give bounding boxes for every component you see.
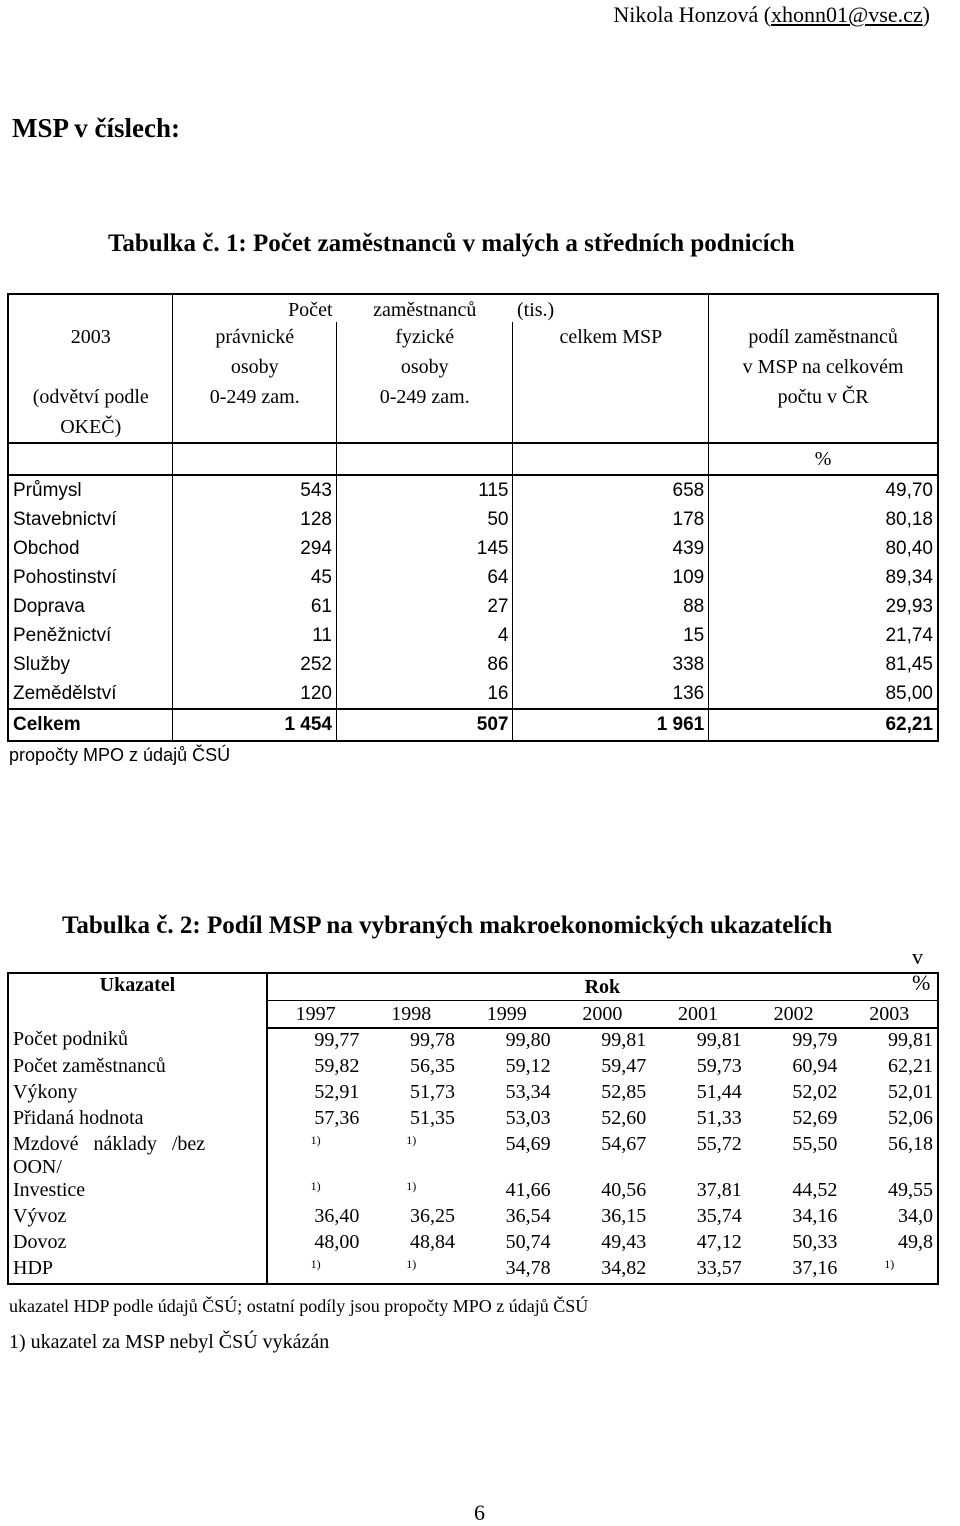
t1-cell: 29,93 xyxy=(709,592,938,621)
t1-cell: 81,45 xyxy=(709,650,938,679)
t1-row xyxy=(8,621,938,650)
t2-footnote-mark xyxy=(363,1257,459,1284)
t2-cell: 55,50 xyxy=(792,1133,838,1155)
t2-cell: 52,01 xyxy=(841,1081,938,1107)
author-email-link[interactable]: xhonn01@vse.cz xyxy=(771,2,923,27)
t1-cell: 109 xyxy=(513,563,709,592)
t1-cell: 27 xyxy=(337,592,513,621)
t1-cell: 80,18 xyxy=(709,505,938,534)
t2-row-label-text: Dovoz xyxy=(13,1231,67,1253)
t2-cell: 35,74 xyxy=(696,1205,742,1227)
t2-cell: 41,66 xyxy=(505,1179,551,1201)
t2-cell: 99,80 xyxy=(505,1029,551,1051)
t1-col2-line1: právnické xyxy=(215,326,295,348)
t1-cell: 128 xyxy=(173,505,337,534)
t1-col-podil xyxy=(709,322,938,443)
t1-cell: 120 xyxy=(173,679,337,709)
t1-cell: 80,40 xyxy=(709,534,938,563)
t2-cell: 52,06 xyxy=(841,1107,938,1133)
t1-col4-line1: celkem MSP xyxy=(559,326,663,348)
t2-row-label-text-2: OON/ xyxy=(13,1156,62,1178)
t1-col5-line2: v MSP na celkovém xyxy=(742,356,904,378)
t1-unit-percent: % xyxy=(709,443,938,475)
t2-row-label-text: Počet zaměstnanců xyxy=(13,1055,166,1077)
t1-row xyxy=(8,592,938,621)
t2-cell: 59,47 xyxy=(601,1055,647,1077)
t1-row xyxy=(8,505,938,534)
t1-cell: 658 xyxy=(513,475,709,505)
page-number: 6 xyxy=(474,1500,485,1525)
t1-corner xyxy=(8,294,173,322)
t2-cell: 51,44 xyxy=(696,1081,742,1103)
t2-year-header: 1997 xyxy=(267,1001,364,1029)
t2-cell: 48,84 xyxy=(410,1231,455,1253)
t1-col3-line2: osoby xyxy=(400,356,449,378)
table2-unit: v % xyxy=(912,944,937,995)
t1-unit-blank1 xyxy=(8,443,173,475)
t1-cell: 61 xyxy=(173,592,337,621)
t2-cell: 56,35 xyxy=(410,1055,455,1077)
t1-cell: 252 xyxy=(173,650,337,679)
t2-year-header: 1998 xyxy=(363,1001,459,1029)
t2-cell: 54,67 xyxy=(601,1133,647,1155)
t1-row-label: Stavebnictví xyxy=(8,505,173,534)
t1-row xyxy=(8,679,938,709)
t2-footnote-sup: 1) xyxy=(406,1179,417,1193)
t2-cell: 56,18 xyxy=(841,1133,938,1179)
t1-cell: 294 xyxy=(173,534,337,563)
t2-cell: 34,78 xyxy=(459,1257,555,1284)
t2-footnote-mark xyxy=(267,1133,364,1179)
t2-footnote-sup: 1) xyxy=(310,1133,321,1147)
t2-cell: 60,94 xyxy=(792,1055,838,1077)
t1-col1-spacer xyxy=(13,352,168,382)
t2-row xyxy=(8,1028,938,1055)
t2-footnote-sup: 1) xyxy=(310,1257,321,1271)
page-heading: MSP v číslech: xyxy=(12,113,180,143)
author-close: ) xyxy=(922,2,930,27)
t1-cell: 115 xyxy=(337,475,513,505)
t2-cell: 37,16 xyxy=(746,1257,842,1284)
table2-note-footnote: 1) ukazatel za MSP nebyl ČSÚ vykázán xyxy=(9,1331,330,1353)
t2-row-label-text: Mzdové náklady /bez xyxy=(13,1133,206,1155)
t1-row xyxy=(8,534,938,563)
t1-cell: 21,74 xyxy=(709,621,938,650)
t2-row-label-text: Investice xyxy=(13,1179,86,1201)
t1-row-label: Zemědělství xyxy=(8,679,173,709)
t1-unit-blank4 xyxy=(513,443,709,475)
t1-total-cell: 1 454 xyxy=(173,709,337,741)
t2-year-header: 2003 xyxy=(841,1001,938,1029)
t1-total-row xyxy=(8,709,938,741)
t1-cell: 439 xyxy=(513,534,709,563)
t1-cell: 85,00 xyxy=(709,679,938,709)
t2-cell: 47,12 xyxy=(696,1231,742,1253)
t2-row xyxy=(8,1133,938,1179)
t2-cell: 34,16 xyxy=(792,1205,838,1227)
t1-cell: 86 xyxy=(337,650,513,679)
t2-row xyxy=(8,1205,938,1231)
t1-header-blank xyxy=(709,294,938,322)
t2-header-ukazatel: Ukazatel xyxy=(8,973,267,1028)
t2-cell: 33,57 xyxy=(650,1257,746,1284)
t1-col5-line3: počtu v ČR xyxy=(777,386,869,408)
t2-cell: 99,77 xyxy=(314,1029,360,1051)
t2-cell: 49,55 xyxy=(841,1179,938,1205)
t1-cell: 4 xyxy=(337,621,513,650)
t2-cell: 40,56 xyxy=(601,1179,647,1201)
t2-cell: 34,82 xyxy=(555,1257,651,1284)
t1-col-pravnicke xyxy=(173,322,337,443)
t2-footnote-sup: 1) xyxy=(884,1257,895,1271)
table2-note-hdp: ukazatel HDP podle údajů ČSÚ; ostatní podíly jsou propočty MPO z údajů ČSÚ xyxy=(9,1296,589,1316)
t2-cell: 52,91 xyxy=(314,1081,360,1103)
table1 xyxy=(7,293,939,742)
t2-header-rok: Rok xyxy=(267,973,938,1001)
t2-cell: 36,40 xyxy=(314,1205,360,1227)
t1-row-label: Obchod xyxy=(8,534,173,563)
t2-cell: 59,73 xyxy=(696,1055,742,1077)
t2-footnote-sup: 1) xyxy=(406,1133,417,1147)
t1-col3-line3: 0-249 zam. xyxy=(379,386,470,408)
t2-row-label xyxy=(8,1205,267,1231)
t2-cell: 99,81 xyxy=(601,1029,647,1051)
t1-unit-blank2 xyxy=(173,443,337,475)
t2-year-header: 2002 xyxy=(746,1001,842,1029)
t2-cell: 62,21 xyxy=(841,1055,938,1081)
t2-row-label xyxy=(8,1133,267,1179)
t2-cell: 50,74 xyxy=(505,1231,551,1253)
t2-row xyxy=(8,1107,938,1133)
t2-row xyxy=(8,1231,938,1257)
t2-row-label-text: Vývoz xyxy=(13,1205,67,1227)
t2-cell: 52,60 xyxy=(601,1107,647,1129)
t1-header-tis: (tis.) xyxy=(513,294,709,322)
t2-cell: 99,78 xyxy=(410,1029,455,1051)
t2-cell: 44,52 xyxy=(792,1179,838,1201)
t2-footnote-mark xyxy=(363,1179,459,1205)
t2-row-label xyxy=(8,1257,267,1284)
t1-col3-line1: fyzické xyxy=(395,326,455,348)
t2-row-label-text: Počet podniků xyxy=(13,1028,128,1050)
t2-cell: 34,0 xyxy=(841,1205,938,1231)
t1-cell: 338 xyxy=(513,650,709,679)
t2-year-header: 1999 xyxy=(459,1001,555,1029)
t2-cell: 59,82 xyxy=(314,1055,360,1077)
t2-cell: 57,36 xyxy=(314,1107,360,1129)
t2-row xyxy=(8,1257,938,1284)
t1-row xyxy=(8,563,938,592)
t2-row-label xyxy=(8,1231,267,1257)
t1-col-celkem xyxy=(513,322,709,443)
t2-footnote-sup: 1) xyxy=(406,1257,417,1271)
t1-total-cell: 507 xyxy=(337,709,513,741)
t2-footnote-sup: 1) xyxy=(310,1179,321,1193)
t2-cell: 52,85 xyxy=(601,1081,647,1103)
t1-col2-line3: 0-249 zam. xyxy=(209,386,300,408)
t1-cell: 11 xyxy=(173,621,337,650)
t2-cell: 99,81 xyxy=(841,1028,938,1055)
t2-cell: 36,54 xyxy=(505,1205,551,1227)
t2-year-header: 2000 xyxy=(555,1001,651,1029)
t2-row xyxy=(8,1081,938,1107)
t1-cell: 89,34 xyxy=(709,563,938,592)
t2-footnote-mark xyxy=(363,1133,459,1179)
t1-header-pocet: Počet xyxy=(173,294,337,322)
table2 xyxy=(7,972,939,1285)
t2-cell: 51,73 xyxy=(410,1081,455,1103)
t1-col1-line2: (odvětví podle xyxy=(32,386,149,408)
t1-header-zamestnancu: zaměstnanců xyxy=(337,294,513,322)
t2-cell: 99,81 xyxy=(696,1029,742,1051)
author-line xyxy=(613,2,930,28)
t1-row xyxy=(8,650,938,679)
t1-cell: 49,70 xyxy=(709,475,938,505)
t1-total-label: Celkem xyxy=(8,709,173,741)
t2-cell: 37,81 xyxy=(696,1179,742,1201)
t1-row-label: Služby xyxy=(8,650,173,679)
t2-cell: 59,12 xyxy=(505,1055,551,1077)
t2-cell: 54,69 xyxy=(505,1133,551,1155)
t1-col1-line1: 2003 xyxy=(70,326,111,348)
t2-row-label xyxy=(8,1179,267,1205)
t2-cell: 55,72 xyxy=(696,1133,742,1155)
t2-cell: 53,34 xyxy=(505,1081,551,1103)
t2-cell: 53,03 xyxy=(505,1107,551,1129)
t1-col5-line1: podíl zaměstnanců xyxy=(748,326,898,348)
t2-year-header: 2001 xyxy=(650,1001,746,1029)
t1-cell: 45 xyxy=(173,563,337,592)
t1-row xyxy=(8,475,938,505)
t1-col1-line3: OKEČ) xyxy=(60,416,122,438)
t2-cell: 51,35 xyxy=(410,1107,455,1129)
t2-footnote-mark xyxy=(267,1257,364,1284)
t2-cell: 49,8 xyxy=(841,1231,938,1257)
t1-cell: 145 xyxy=(337,534,513,563)
t1-col-odvetvi xyxy=(8,322,173,443)
table2-title: Tabulka č. 2: Podíl MSP na vybraných makroekonomických ukazatelích xyxy=(62,912,833,939)
t1-total-cell: 1 961 xyxy=(513,709,709,741)
t2-row-label-text: Přidaná hodnota xyxy=(13,1107,144,1129)
t1-cell: 50 xyxy=(337,505,513,534)
t1-cell: 543 xyxy=(173,475,337,505)
t1-cell: 178 xyxy=(513,505,709,534)
t2-cell: 52,02 xyxy=(792,1081,838,1103)
t1-row-label: Doprava xyxy=(8,592,173,621)
t1-row-label: Peněžnictví xyxy=(8,621,173,650)
t2-cell: 50,33 xyxy=(792,1231,838,1253)
t2-row xyxy=(8,1055,938,1081)
t1-cell: 136 xyxy=(513,679,709,709)
t2-cell: 36,15 xyxy=(601,1205,647,1227)
t1-col-fyzicke xyxy=(337,322,513,443)
t2-row-label xyxy=(8,1081,267,1107)
t1-row-label: Průmysl xyxy=(8,475,173,505)
t2-cell: 52,69 xyxy=(792,1107,838,1129)
t2-row-label xyxy=(8,1055,267,1081)
t1-total-cell: 62,21 xyxy=(709,709,938,741)
t2-cell: 49,43 xyxy=(601,1231,647,1253)
table1-title: Tabulka č. 1: Počet zaměstnanců v malých a středních podnicích xyxy=(108,230,795,257)
t1-row-label: Pohostinství xyxy=(8,563,173,592)
table1-note: propočty MPO z údajů ČSÚ xyxy=(9,745,231,765)
t1-cell: 16 xyxy=(337,679,513,709)
t1-unit-blank3 xyxy=(337,443,513,475)
t1-cell: 64 xyxy=(337,563,513,592)
t2-cell: 51,33 xyxy=(696,1107,742,1129)
t2-row xyxy=(8,1179,938,1205)
t2-footnote-mark xyxy=(841,1257,938,1284)
t2-row-label-text: HDP xyxy=(13,1257,54,1279)
t1-cell: 88 xyxy=(513,592,709,621)
t2-cell: 36,25 xyxy=(410,1205,455,1227)
t2-cell: 99,79 xyxy=(792,1029,838,1051)
t2-row-label-text: Výkony xyxy=(13,1081,78,1103)
t2-cell: 48,00 xyxy=(314,1231,360,1253)
author-name: Nikola Honzová ( xyxy=(613,2,772,27)
t2-row-label xyxy=(8,1028,267,1055)
t1-cell: 15 xyxy=(513,621,709,650)
t1-col2-line2: osoby xyxy=(230,356,279,378)
t2-row-label xyxy=(8,1107,267,1133)
t2-footnote-mark xyxy=(267,1179,364,1205)
